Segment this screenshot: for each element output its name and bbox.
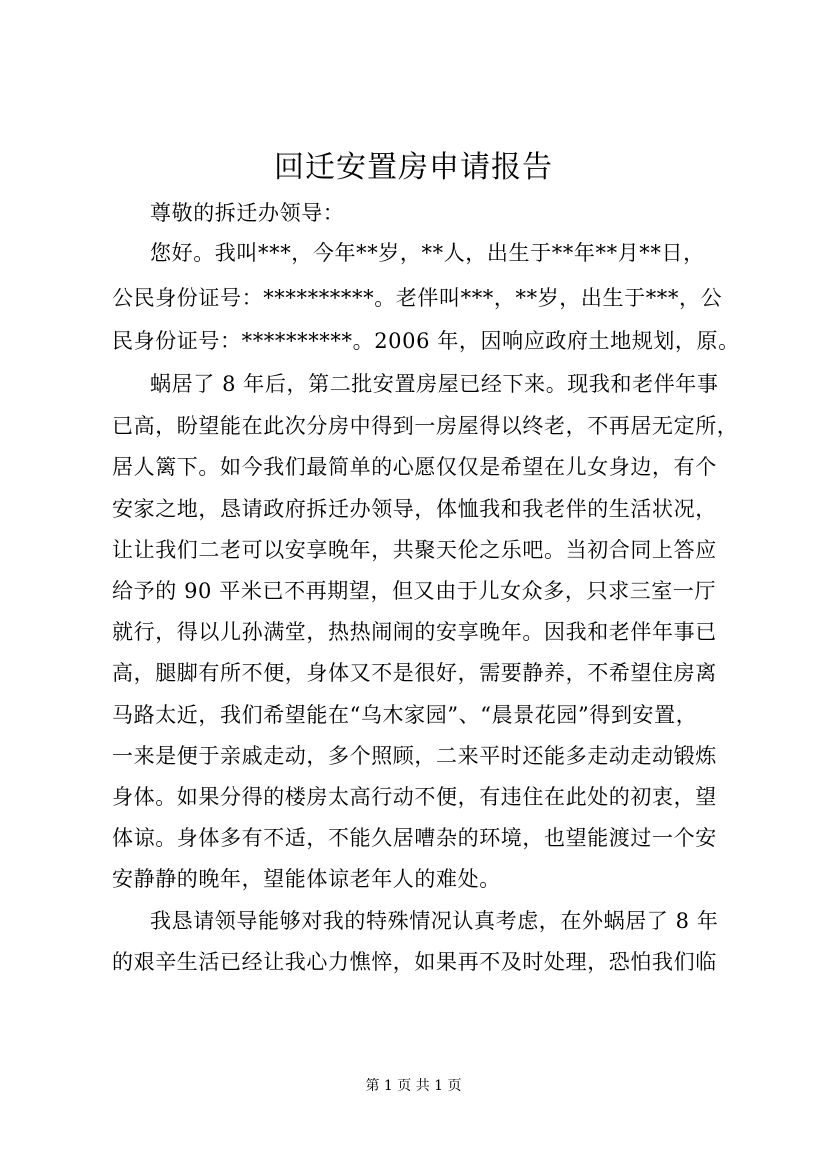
body-line-15: 体谅。身体多有不适，不能久居嘈杂的环境，也望能渡过一个安 <box>112 826 717 850</box>
body-line-13: 一来是便于亲戚走动，多个照顾，二来平时还能多走动走动锻炼 <box>112 744 717 768</box>
document-title: 回迁安置房申请报告 <box>274 150 553 185</box>
body-line-3: 民身份证号：**********。2006 年，因响应政府土地规划，原。 <box>112 329 740 353</box>
body-line-12: 马路太近，我们希望能在“乌木家园”、“晨景花园”得到安置， <box>112 703 698 727</box>
body-line-4: 蜗居了 8 年后，第二批安置房屋已经下来。现我和老伴年事 <box>150 372 719 396</box>
body-line-16: 安静静的晚年，望能体谅老年人的难处。 <box>112 867 501 891</box>
body-line-1: 您好。我叫***，今年**岁，**人，出生于**年**月**日， <box>150 241 705 265</box>
body-line-11: 高，腿脚有所不便，身体又不是很好，需要静养，不希望住房离 <box>112 661 717 685</box>
salutation-line: 尊敬的拆迁办领导： <box>150 201 345 225</box>
body-line-7: 安家之地，恳请政府拆迁办领导，体恤我和我老伴的生活状况， <box>112 497 717 521</box>
body-line-6: 居人篱下。如今我们最简单的心愿仅仅是希望在儿女身边，有个 <box>112 455 717 479</box>
body-line-5: 已高，盼望能在此次分房中得到一房屋得以终老，不再居无定所， <box>112 414 739 438</box>
body-line-14: 身体。如果分得的楼房太高行动不便，有违住在此处的初衷，望 <box>112 785 717 809</box>
page-footer: 第 1 页 共 1 页 <box>365 1078 462 1094</box>
body-line-18: 的艰辛生活已经让我心力憔悴，如果再不及时处理，恐怕我们临 <box>112 950 717 974</box>
body-line-8: 让让我们二老可以安享晚年，共聚天伦之乐吧。当初合同上答应 <box>112 538 717 562</box>
body-line-2: 公民身份证号：**********。老伴叫***，**岁，出生于***，公 <box>112 286 723 310</box>
body-line-17: 我恳请领导能够对我的特殊情况认真考虑，在外蜗居了 8 年 <box>150 909 719 933</box>
body-line-10: 就行，得以儿孙满堂，热热闹闹的安享晚年。因我和老伴年事已 <box>112 620 717 644</box>
body-line-9: 给予的 90 平米已不再期望，但又由于儿女众多，只求三室一厅 <box>112 579 717 603</box>
